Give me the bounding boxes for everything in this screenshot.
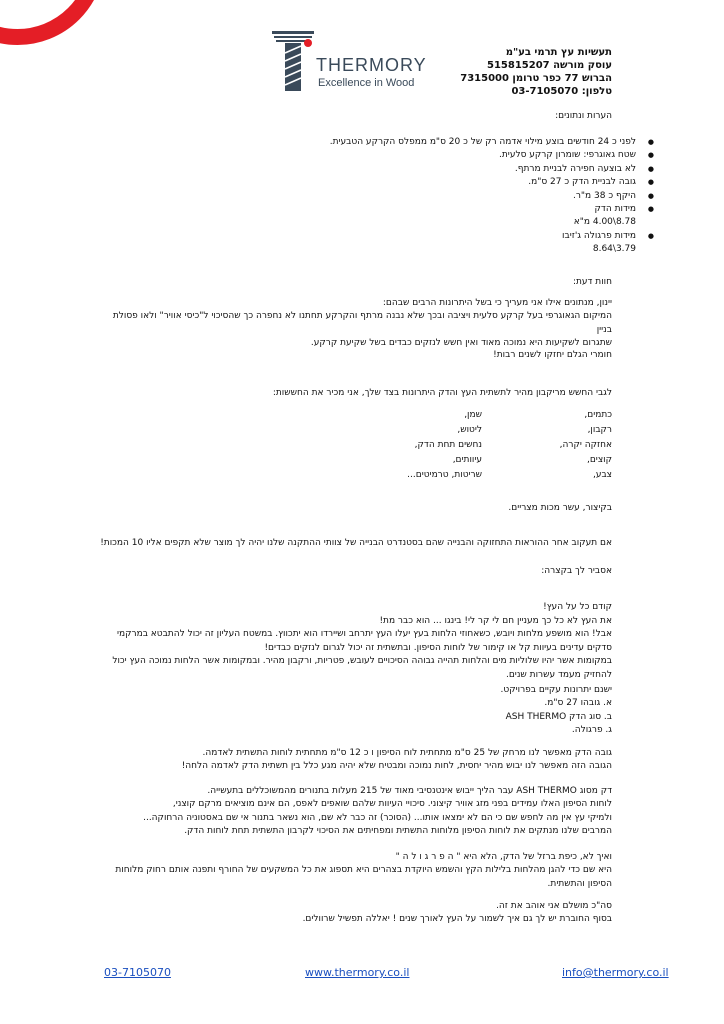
table-row: [332, 468, 612, 483]
thermory-logo: [272, 31, 427, 96]
opinion-heading: חוות דעת:: [572, 277, 612, 287]
concern-cell: רקבון,: [587, 425, 612, 435]
list-item: ● לפני כ 24 חודשים בוצע מילוי אדמה רק של כ 20 ס"מ ממפלס הקרקע הטבעית.: [90, 136, 658, 149]
logo-tagline: Excellence in Wood: [318, 77, 415, 89]
wood-heading: קודם כל על העץ!: [543, 602, 612, 612]
concerns-table: [332, 408, 612, 483]
logo-mark-icon: [272, 31, 316, 93]
list-item: ● שטח גאוגרפי: שומרון קרקע סלעית.: [90, 149, 658, 162]
list-item: ● מידות פרגולה ג'זיבו 3.79\8.64: [90, 230, 658, 257]
concern-cell: ליטוש,: [457, 425, 482, 435]
pergola-paragraph: ואיך לא, כיפת ברזל של הדק, הלא היא " ה פ ר ג ו ל ה " היא שם כדי להגן מהלחות בלילות הקץ והשמש היוקדת בצהרים היא תספוג את כל המשקעים של החורף ותפנה אותם רחוק מלוחות הסיפון והתשתית.: [115, 852, 612, 889]
company-address: הברוש 77 כפר טרומן 7315000: [460, 73, 612, 84]
list-item: ב. סוג הדק ASH THERMO: [505, 711, 612, 722]
concern-cell: שמן,: [464, 410, 482, 420]
opinion-raw-materials: חומרי הגלם יחזקו לשנים רבות!: [493, 350, 612, 360]
summary-line: בקיצור, עשר מכות מצריים.: [508, 503, 612, 513]
company-reg: עוסק מורשה 515815207: [487, 60, 612, 71]
list-item: ● לא בוצעה חפירה לבניית מרתף.: [90, 163, 658, 176]
company-details: [460, 46, 612, 98]
footer-email-link[interactable]: info@thermory.co.il: [562, 966, 669, 979]
list-item: ישנם יתרונות עקיים בפרויקט.: [500, 685, 612, 695]
footer-website-link[interactable]: www.thermory.co.il: [305, 966, 410, 979]
company-name: תעשיות עץ תרמי בע"מ: [505, 47, 612, 58]
concern-cell: כתמים,: [584, 410, 612, 420]
concerns-intro: לגבי החשש מריקבון מהיר לתשתית העץ והדק היתרונות בצד שלך, אני מכיר את החששות:: [272, 388, 612, 398]
list-item: א. גובהו 27 ס"מ.: [544, 698, 612, 709]
notes-heading: הערות ונתונים:: [555, 111, 612, 121]
concern-cell: אחזקה יקרה,: [559, 440, 612, 450]
concern-cell: שריטות, טרמיטים...: [407, 470, 482, 480]
logo-wordmark: THERMORY: [316, 55, 427, 75]
summary-promise: אם תעקוב אחר ההוראות התחזוקה והבנייה שהם בסטנדרט הבנייה של צוותי ההתקנה שלנו יהיה לך מוצר שלא תקפים אליו 10 המכות!: [100, 538, 612, 548]
concern-cell: עיוותים,: [452, 455, 482, 465]
opinion-paragraph: יינון, מנתונים אילו אני מעריך כי בשל היתרונות הרבים שבהם: המיקום הגאוגרפי בעל קרקע סלעית ויציבה ובכך שלא נבנה מרתף והקרקע תחתנו לא נחפרה כך שהסיכוי ל"כיסי אוויר" ולאו פסולת בניין שתגרום לשקיעות היא נמוכה מאוד ואין חשש לנזקים כבדים בשל שקיעת קרקע.: [112, 298, 612, 349]
explain-heading: אסביר לך בקצרה:: [541, 566, 612, 576]
table-row: [332, 453, 612, 468]
concern-cell: קוצים,: [586, 455, 612, 465]
advantages-list: [90, 684, 612, 738]
list-item: ● היקף כ 38 מ"ר.: [90, 190, 658, 203]
footer-phone-link[interactable]: 03-7105070: [104, 966, 171, 979]
closing-line: סה"כ מושלם אני אוהב את זה.: [496, 901, 612, 911]
concern-cell: צבע,: [592, 470, 612, 480]
concern-cell: נחשים תחת הדק,: [414, 440, 482, 450]
thermo-paragraph: דק מסוג ASH THERMO עבר הליך ייבוש אינטנסיבי מאוד של 215 מעלות בתנורים מהמשוכללים בתעשייה. לוחות הסיפון האלו עמידים בפני מזג אוויר קיצוני. סיכויי העיוות שלהם שואפים לאפס, הם אינם מוציאים מרקם קוצני, ולמיקי עץ אין מה לחפש שם כי הם לא ימצאו אותו... (הסוכר) זה כבר לא שם, הוא נשאר בתנור אי שם באסטוניה הרחוקה... המרבים שלנו מנתקים את לוחות הסיפון מלוחות התשתית ומפחיתים את הסיכוי לקרבון התשתית תחת לוחות הדק.: [143, 786, 612, 837]
list-item: ג. פרגולה.: [571, 725, 612, 736]
list-item: ● מידות הדק 8.78\4.00 מ"א: [90, 203, 658, 230]
table-row: [332, 408, 612, 423]
decorative-red-arc: [0, 0, 105, 45]
table-row: [332, 423, 612, 438]
table-row: [332, 438, 612, 453]
wood-paragraph: את העץ לא כל כך מעניין חם לי קר לי! בינגו ... הוא כבר מת! אבל! הוא מושפע מלחות ויובש, כשאחוזי הלחות בעץ יעלו העץ יתרחב ושיירדו הוא יתכווץ. במשטח העליון זה יכול להתבטא במרקמי סדקים עדינים בעיוות קל או קימור של לוחות הסיפון. ובתשתית זה יכול לגרום לנזקים כבדים! במקומות אשר יהיו שלוליות מים והלחות תהייה גבוהה הסיכויים לעובש, פטריות, ורקבון מהיר. ובמקומות אשר הלחות נמוכה העץ יכול להחזיק מעמד עשרות שנים.: [112, 616, 612, 680]
notes-list: [90, 136, 658, 257]
closing-line-2: בסוף החוברת יש לך גם איך לשמור על העץ לאורך שנים ! יאללה תפשיל שרוולים.: [302, 914, 612, 924]
list-item: ● גובה לבניית הדק כ 27 ס"מ.: [90, 176, 658, 189]
height-paragraph: גובה הדק מאפשר לנו מרחק של 25 ס"מ מתחתית לוח הסיפון ו כ 12 ס"מ מתחתית לוחות התשתית לאדמה. הגובה הזה מאפשר לנו יבוש מהיר יחסית, לחות נמוכה ומבטיח שלא יהיה מגע כלל בין תשתית הדק לאדמה הלחה!: [181, 748, 612, 772]
company-phone: טלפון: 03-7105070: [511, 86, 612, 97]
